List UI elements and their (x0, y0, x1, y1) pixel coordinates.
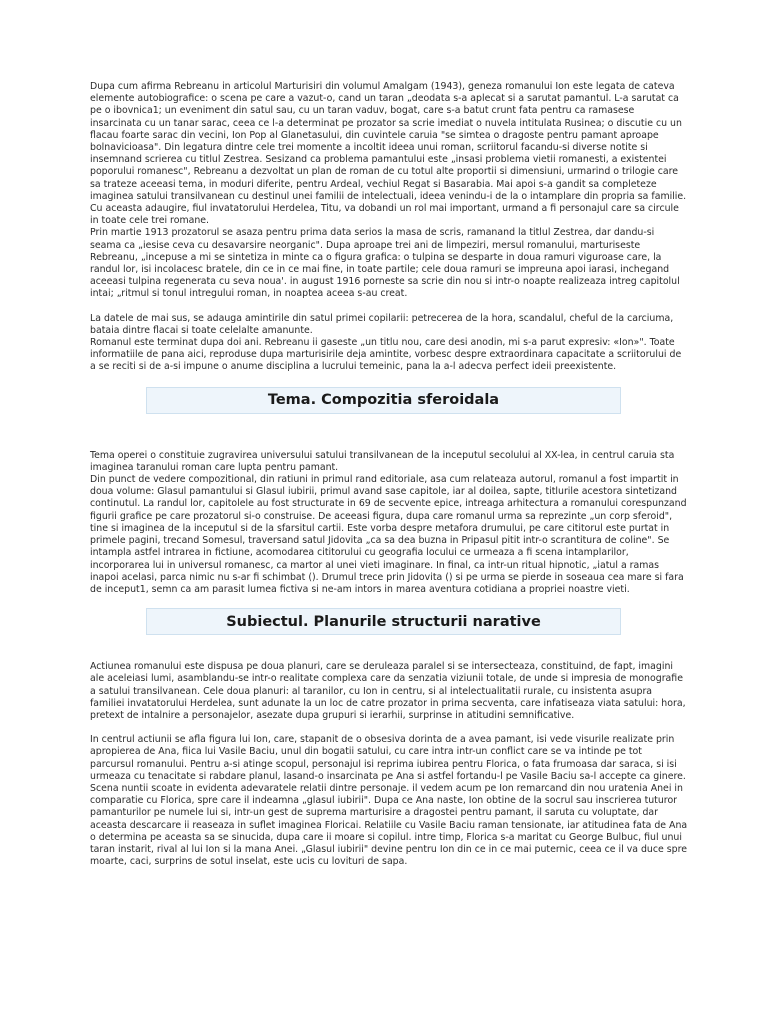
paragraph: Prin martie 1913 prozatorul se asaza pentru prima data serios la masa de scris, ramanand la titlul Zestrea, dar dandu-si seama ca „iesise ceva cu desavarsire neorganic". Dupa aproape trei ani de limpeziri, mersul romanului, marturiseste Rebreanu, „incepuse a mi se sintetiza in minte ca o figura grafica: o tulpina se desparte in doua ramuri viguroase care, la randul lor, isi incolacesc bratele, din ce in ce mai fine, in toate partile; cele doua ramuri se impreuna apoi iarasi, inchegand aceeasi tulpina regenerata cu seva noua'. in august 1916 porneste sa scrie din nou si intr-o noapte realizeaza intreg capitolul intai; „ritmul si tonul intregului roman, in noaptea aceea s-au creat. (90, 227, 680, 300)
paragraph: In centrul actiunii se afla figura lui Ion, care, stapanit de o obsesiva dorinta de a avea pamant, isi vede visurile realizate prin apropierea de Ana, fiica lui Vasile Baciu, unul din bogatii satului, cu care intra intr-un conflict care se va intinde pe tot parcursul romanului. Pentru a-si atinge scopul, personajul isi reprima iubirea pentru Florica, o fata frumoasa dar saraca, si isi urmeaza cu tenacitate si rabdare planul, lasand-o insarcinata pe Ana si astfel fortandu-l pe Vasile Baciu sa-l accepte ca ginere. Scena nuntii scoate in evidenta adevaratele relatii dintre personaje. il vedem acum pe Ion remarcand din nou uratenia Anei in comparatie cu Florica, spre care il indeamna „glasul iubirii". Dupa ce Ana naste, Ion obtine de la socrul sau inscrierea tuturor pamanturilor pe numele lui si, intr-un gest de suprema marturisire a dragostei pentru pamant, il saruta cu voluptate, dar aceasta descarcare ii reaseaza in suflet imaginea Floricai. Relatiile cu Vasile Baciu raman tensionate, iar atitudinea fata de Ana o determina pe aceasta sa se sinucida, dupa care ii moare si copilul. intre timp, Florica s-a maritat cu George Bulbuc, fiul unui taran instarit, rival al lui Ion si la mana Anei. „Glasul iubirii" devine pentru Ion din ce in ce mai puternic, ceea ce il va duce spre moarte, caci, surprins de sotul inselat, este ucis cu lovituri de sapa. (90, 734, 688, 868)
section-tema (90, 450, 688, 596)
section-subiectul (90, 661, 688, 868)
paragraph: Tema operei o constituie zugravirea universului satului transilvanean de la inceputul secolului al XX-lea, in centrul caruia sta imaginea taranului roman care lupta pentru pamant. (90, 449, 675, 473)
section-heading-wrapper (90, 387, 688, 414)
paragraph-spacer (90, 301, 688, 313)
section-heading-tema: Tema. Compozitia sferoidala (146, 387, 621, 414)
paragraph: Din punct de vedere compozitional, din ratiuni in primul rand editoriale, asa cum relateaza autorul, romanul a fost impartit in doua volume: Glasul pamantului si Glasul iubirii, primul avand sase capitole, iar al doilea, sapte, titlurile acestora sintetizand continutul. La randul lor, capitolele au fost structurate in 69 de secvente epice, intreaga arhitectura a romanului corespunzand figurii grafice pe care prozatorul si-o construise. De aceeasi figura, dupa care romanul urma sa reprezinte „un corp sferoid", tine si imaginea de la inceputul si de la sfarsitul cartii. Este vorba despre metafora drumului, pe care cititorul este purtat in primele pagini, trecand Somesul, traversand satul Jidovita „ca sa dea buzna in Pripasul pitit intr-o scrantitura de coline". Se intampla astfel intrarea in fictiune, acomodarea cititorului cu geografia locului ce urmeaza a fi scena intamplarilor, incorporarea lui in universul romanesc, ca martor al unei vieti imaginare. In final, ca intr-un ritual hipnotic, „iatul a ramas inapoi acelasi, parca nimic nu s-ar fi schimbat (). Drumul trece prin Jidovita () si pe urma se pierde in soseaua cea mare si fara de inceput1, semn ca am parasit lumea fictiva si ne-am intors in marea aventura cotidiana a propriei noastre vieti. (90, 474, 687, 595)
paragraph: Dupa cum afirma Rebreanu in articolul Marturisiri din volumul Amalgam (1943), geneza romanului Ion este legata de cateva elemente autobiografice: o scena pe care a vazut-o, cand un taran „deodata s-a aplecat si a sarutat pamantul. L-a sarutat ca pe o ibovnica1; un eveniment din satul sau, cu un taran vaduv, bogat, care s-a batut crunt fata pentru ca ramasese insarcinata cu un tanar sarac, ceea ce l-a determinat pe prozator sa scrie imediat o nuvela intitulata Rusinea; o discutie cu un flacau foarte sarac din vecini, Ion Pop al Glanetasului, din cuvintele caruia "se simtea o dragoste pentru pamant aproape bolnavicioasa". Din legatura dintre cele trei momente a incoltit ideea unui roman, scriitorul facandu-si diverse notite si insemnand scrierea cu titlul Zestrea. Sesizand ca problema pamantului este „insasi problema vietii romanesti, a existentei poporului romanesc", Rebreanu a dezvoltat un plan de roman de cu totul alte proportii si dimensiuni, urmarind o trilogie care sa trateze aceeasi tema, in moduri diferite, pentru Ardeal, vechiul Regat si Basarabia. Mai apoi s-a gandit sa completeze imaginea satului transilvanean cu destinul unei familii de intelectuali, ideea venindu-i de la o intamplare din propria sa familie. Cu aceasta adaugire, fiul invatatorului Herdelea, Titu, va dobandi un rol mai important, urmand a fi personajul care sa circule in toate cele trei romane. (90, 81, 687, 227)
paragraph-spacer (90, 722, 688, 734)
section-heading-subiectul: Subiectul. Planurile structurii narative (146, 608, 621, 635)
section-heading-wrapper (90, 608, 688, 635)
paragraph: Romanul este terminat dupa doi ani. Rebreanu ii gaseste „un titlu nou, care desi anodin, mi s-a parut expresiv: «Ion»". Toate informatiile de pana aici, reproduse dupa marturisirile deja amintite, vorbesc despre extraordinara capacitate a scriitorului de a se reciti si de a-si impune o anume disciplina a lucrului temeinic, pana la a-l adecva perfect ideii preexistente. (90, 337, 682, 373)
paragraph: Actiunea romanului este dispusa pe doua planuri, care se deruleaza paralel si se intersecteaza, constituind, de fapt, imagini ale aceleiasi lumi, asamblandu-se intr-o realitate complexa care da senzatia viziunii totale, de unde si impresia de monografie a satului transilvanean. Cele doua planuri: al taranilor, cu Ion in centru, si al intelectualitatii rurale, cu insistenta asupra familiei invatatorului Herdelea, sunt adunate la un loc de catre prozator in prima secventa, care infatiseaza viata satului: hora, pretext de intalnire a personajelor, asezate dupa grupuri si ierarhii, surprinse in atitudini semnificative. (90, 661, 686, 721)
paragraph: La datele de mai sus, se adauga amintirile din satul primei copilarii: petrecerea de la hora, scandalul, cheful de la carciuma, bataia dintre flacai si toate celelalte amanunte. (90, 312, 674, 336)
intro-section (90, 81, 688, 374)
